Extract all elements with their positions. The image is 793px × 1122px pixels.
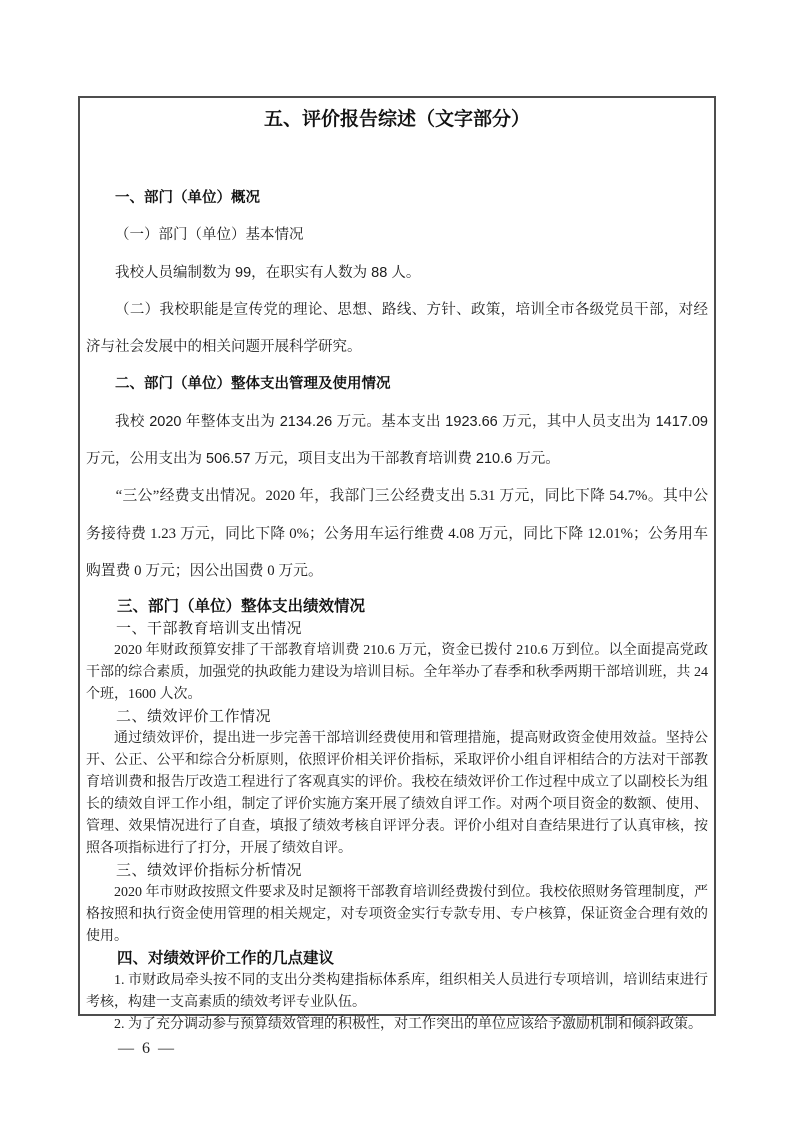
section-performance-evaluation	[86, 596, 708, 1036]
page-number: — 6 —	[118, 1040, 176, 1057]
subheading-basic-info: （一）部门（单位）基本情况	[115, 227, 304, 244]
para-dept-functions: （二）我校职能是宣传党的理论、思想、路线、方针、政策，培训全市各级党员干部，对经济与社会发展中的相关问题开展科学研究。	[86, 301, 708, 356]
report-title: 五、评价报告综述（文字部分）	[263, 109, 530, 130]
para-indicator-analysis: 2020 年市财政按照文件要求及时足额将干部教育培训经费拨付到位。我校依照财务管理制度，严格按照和执行资金使用管理的相关规定，对专项资金实行专款专用、专户核算，保证资金合理有效的使用。	[86, 885, 708, 945]
report-border-box	[78, 96, 716, 1033]
para-evaluation-work: 通过绩效评价，提出进一步完善干部培训经费使用和管理措施，提高财政资金使用效益。坚持公开、公正、公平和综合分析原则，依照评价相关评价指标，采取评价小组自评相结合的方法对干部教育培训费和报告厅改造工程进行了客观真实的评价。我校在绩效评价工作过程中成立了以副校长为组长的绩效自评工作小组，制定了评价实施方案开展了绩效自评工作。对两个项目资金的数额、使用、管理、效果情况进行了自查，填报了绩效考核自评评分表。评价小组对自查结果进行了认真审核，按照各项指标进行了打分，开展了绩效自评。	[86, 731, 708, 857]
section-overview-and-expenditure	[86, 180, 708, 590]
heading-dept-overview: 一、部门（单位）概况	[115, 190, 260, 206]
para-expenditure-figures: 我校 2020 年整体支出为 2134.26 万元。基本支出 1923.66 万元，其中人员支出为 1417.09 万元，公用支出为 506.57 万元，项目支出为干部教育培训费 210.6 万元。	[86, 413, 708, 468]
subheading-training-expenditure: 一、干部教育培训支出情况	[116, 621, 303, 638]
subheading-evaluation-work: 二、绩效评价工作情况	[116, 709, 272, 726]
para-suggestion-2: 2. 为了充分调动参与预算绩效管理的积极性，对工作突出的单位应该给予激励机制和倾斜政策。	[114, 1017, 702, 1033]
heading-suggestions: 四、对绩效评价工作的几点建议	[117, 950, 335, 968]
heading-overall-expenditure: 二、部门（单位）整体支出管理及使用情况	[115, 376, 391, 393]
subheading-indicator-analysis: 三、绩效评价指标分析情况	[116, 863, 303, 880]
heading-overall-performance: 三、部门（单位）整体支出绩效情况	[117, 598, 366, 616]
para-suggestion-1: 1. 市财政局牵头按不同的支出分类构建指标体系库，组织相关人员进行专项培训，培训结束进行考核，构建一支高素质的绩效考评专业队伍。	[86, 973, 708, 1011]
para-three-public-funds: “三公”经费支出情况。2020 年，我部门三公经费支出 5.31 万元，同比下降 54.7%。其中公务接待费 1.23 万元，同比下降 0%；公务用车运行维费 4.08 万元，同比下降 12.01%；公务用车购置费 0 万元；因公出国费 0 万元。	[86, 488, 708, 579]
para-training-expenditure: 2020 年财政预算安排了干部教育培训费 210.6 万元，资金已拨付 210.6 万到位。以全面提高党政干部的综合素质，加强党的执政能力建设为培训目标。全年举办了春季和秋季两期干部培训班，共 24 个班，1600 人次。	[86, 643, 708, 703]
para-staffing-numbers: 我校人员编制数为 99，在职实有人数为 88 人。	[115, 264, 421, 281]
